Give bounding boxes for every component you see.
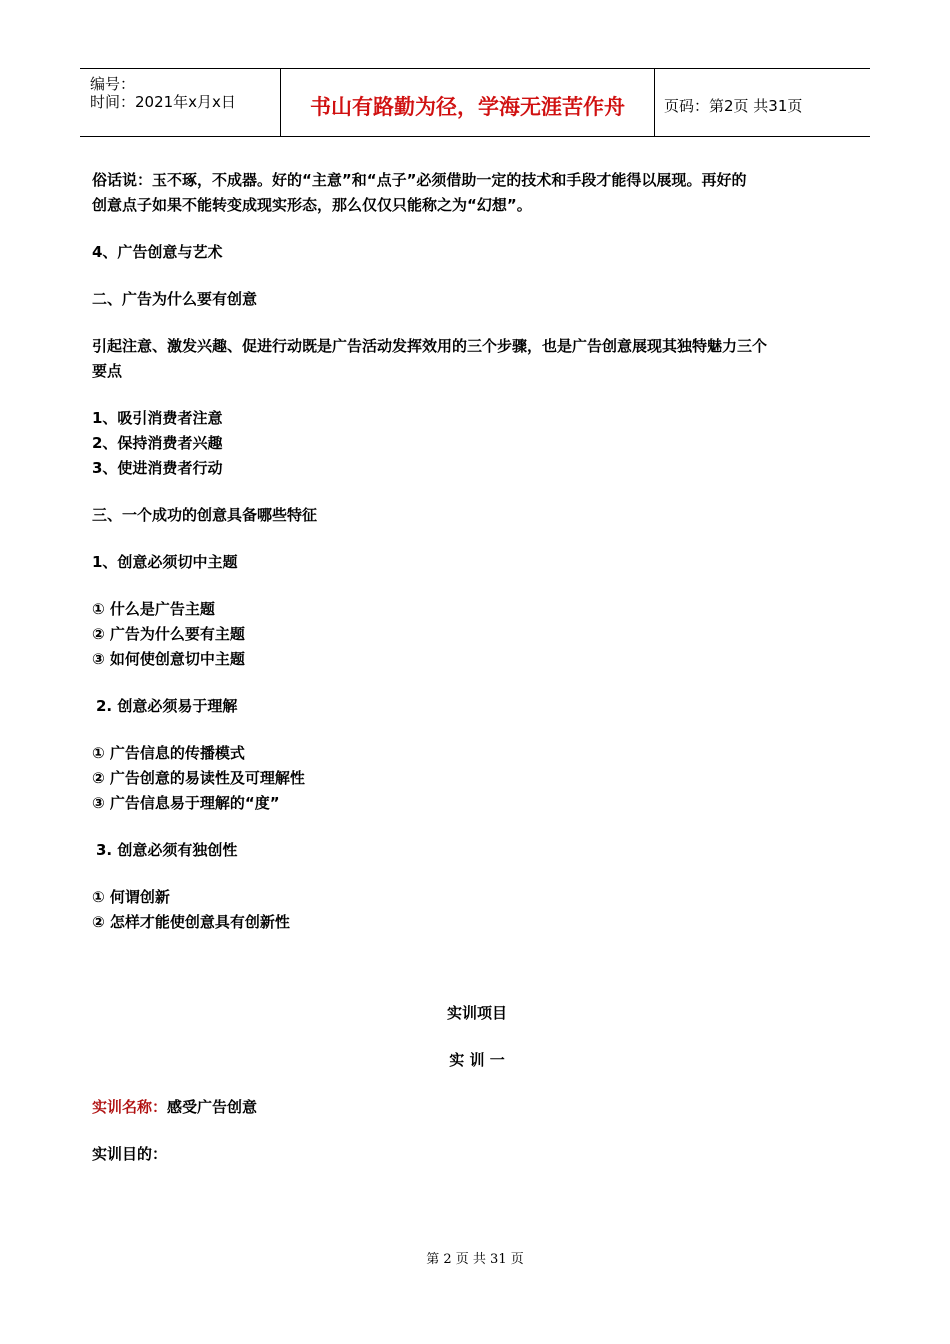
feature-3-heading: 3. 创意必须有独创性	[96, 841, 238, 859]
section-2-heading: 二、广告为什么要有创意	[92, 290, 258, 308]
paragraph-2-line-2: 要点	[92, 362, 123, 380]
feature-1-item: ② 广告为什么要有主题	[92, 625, 245, 643]
training-name-label: 实训名称：	[92, 1098, 168, 1116]
feature-2-heading: 2. 创意必须易于理解	[96, 697, 238, 715]
document-number-label: 编号：	[90, 75, 136, 93]
feature-2-item: ② 广告创意的易读性及可理解性	[92, 769, 305, 787]
training-name-row	[92, 1095, 862, 1120]
page-footer: 第 2 页 共 31 页	[426, 1252, 524, 1267]
step-item: 2、保持消费者兴趣	[92, 434, 223, 452]
paragraph-2-line-1: 引起注意、激发兴趣、促进行动既是广告活动发挥效用的三个步骤，也是广告创意展现其独特魅力三个	[92, 337, 768, 355]
intro-line-1: 俗话说：玉不琢，不成器。好的“主意”和“点子”必须借助一定的技术和手段才能得以展现。再好的	[92, 171, 747, 189]
section-3-heading: 三、一个成功的创意具备哪些特征	[92, 506, 318, 524]
training-name-value: 感受广告创意	[167, 1098, 258, 1116]
feature-1-item: ① 什么是广告主题	[92, 600, 215, 618]
page-header	[80, 68, 870, 137]
feature-1-item: ③ 如何使创意切中主题	[92, 650, 245, 668]
intro-line-2: 创意点子如果不能转变成现实形态，那么仅仅只能称之为“幻想”。	[92, 196, 532, 214]
document-date: 时间：2021年x月x日	[90, 93, 236, 111]
training-goal-label: 实训目的：	[92, 1145, 168, 1163]
header-right-cell	[654, 69, 870, 136]
step-item: 3、使进消费者行动	[92, 459, 223, 477]
document-body	[92, 168, 862, 1167]
item-4-heading: 4、广告创意与艺术	[92, 243, 223, 261]
training-subtitle: 实 训 一	[449, 1051, 505, 1069]
feature-2-item: ③ 广告信息易于理解的“度”	[92, 794, 280, 812]
feature-3-item: ① 何谓创新	[92, 888, 170, 906]
step-item: 1、吸引消费者注意	[92, 409, 223, 427]
feature-1-heading: 1、创意必须切中主题	[92, 553, 238, 571]
header-page-code: 页码：第2页 共31页	[664, 97, 803, 115]
header-motto-cell	[280, 69, 655, 136]
header-motto: 书山有路勤为径，学海无涯苦作舟	[310, 95, 625, 119]
feature-2-item: ① 广告信息的传播模式	[92, 744, 245, 762]
training-title: 实训项目	[446, 1004, 507, 1022]
feature-3-item: ② 怎样才能使创意具有创新性	[92, 913, 290, 931]
header-left-cell	[80, 69, 280, 136]
